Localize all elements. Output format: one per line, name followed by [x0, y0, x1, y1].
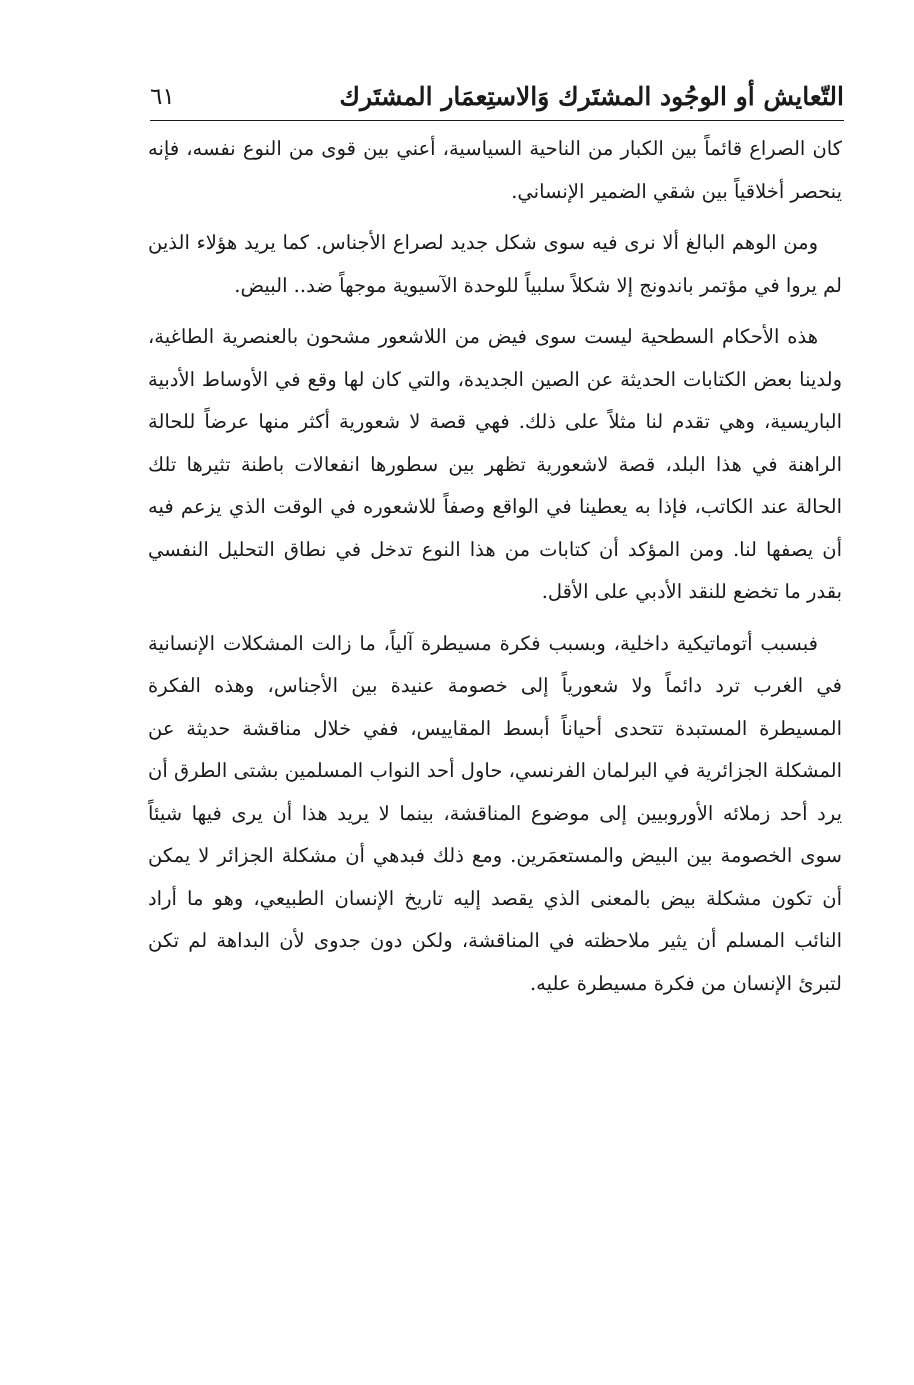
paragraph-2: ومن الوهم البالغ ألا نرى فيه سوى شكل جديد لصراع الأجناس. كما يريد هؤلاء الذين لم يروا في مؤتمر باندونج إلا شكلاً سلبياً للوحدة الآسيوية موجهاً ضد.. البيض. — [148, 231, 842, 297]
paragraph-3: هذه الأحكام السطحية ليست سوى فيض من اللاشعور مشحون بالعنصرية الطاغية، ولدينا بعض الكتابات الحديثة عن الصين الجديدة، والتي كان لها وقع في الأوساط الأدبية الباريسية، وهي تقدم لنا مثلاً على ذلك. فهي قصة لا شعورية أكثر منها عرضاً للحالة الراهنة في هذا البلد، قصة لاشعورية تظهر بين سطورها انفعالات باطنة تثيرها تلك الحالة عند الكاتب، فإذا به يعطينا في الواقع وصفاً للاشعوره في الوقت الذي يزعم فيه أن يصفها لنا. ومن المؤكد أن كتابات من هذا النوع تدخل في نطاق التحليل النفسي بقدر ما تخضع للنقد الأدبي على الأقل. — [148, 325, 842, 603]
page-number: ٦١ — [150, 84, 175, 110]
running-header — [150, 78, 844, 118]
paragraph-4: فبسبب أتوماتيكية داخلية، وبسبب فكرة مسيطرة آلياً، ما زالت المشكلات الإنسانية في الغرب ترد دائماً ولا شعورياً إلى خصومة عنيدة بين الأجناس، وهذه الفكرة المسيطرة المستبدة تتحدى أحياناً أبسط المقاييس، ففي خلال مناقشة حديثة عن المشكلة الجزائرية في البرلمان الفرنسي، حاول أحد النواب المسلمين بشتى الطرق أن يرد أحد زملائه الأوروبيين إلى موضوع المناقشة، بينما لا يريد هذا أن يرى فيها شيئاً سوى الخصومة بين البيض والمستعمَرين. ومع ذلك فبدهي أن مشكلة الجزائر لا يمكن أن تكون مشكلة بيض بالمعنى الذي يقصد إليه تاريخ الإنسان الطبيعي، وهو ما أراد النائب المسلم أن يثير ملاحظته في المناقشة، ولكن دون جدوى لأن البداهة لم تكن لتبرئ الإنسان من فكرة مسيطرة عليه. — [148, 631, 842, 995]
header-divider — [150, 120, 844, 121]
body-text — [148, 128, 842, 1005]
paragraph-1: كان الصراع قائماً بين الكبار من الناحية السياسية، أعني بين قوى من النوع نفسه، فإنه ينحصر أخلاقياً بين شقي الضمير الإنساني. — [148, 137, 842, 203]
running-title: التّعايش أو الوجُود المشتَرك وَالاستِعمَار المشتَرك — [339, 82, 844, 111]
